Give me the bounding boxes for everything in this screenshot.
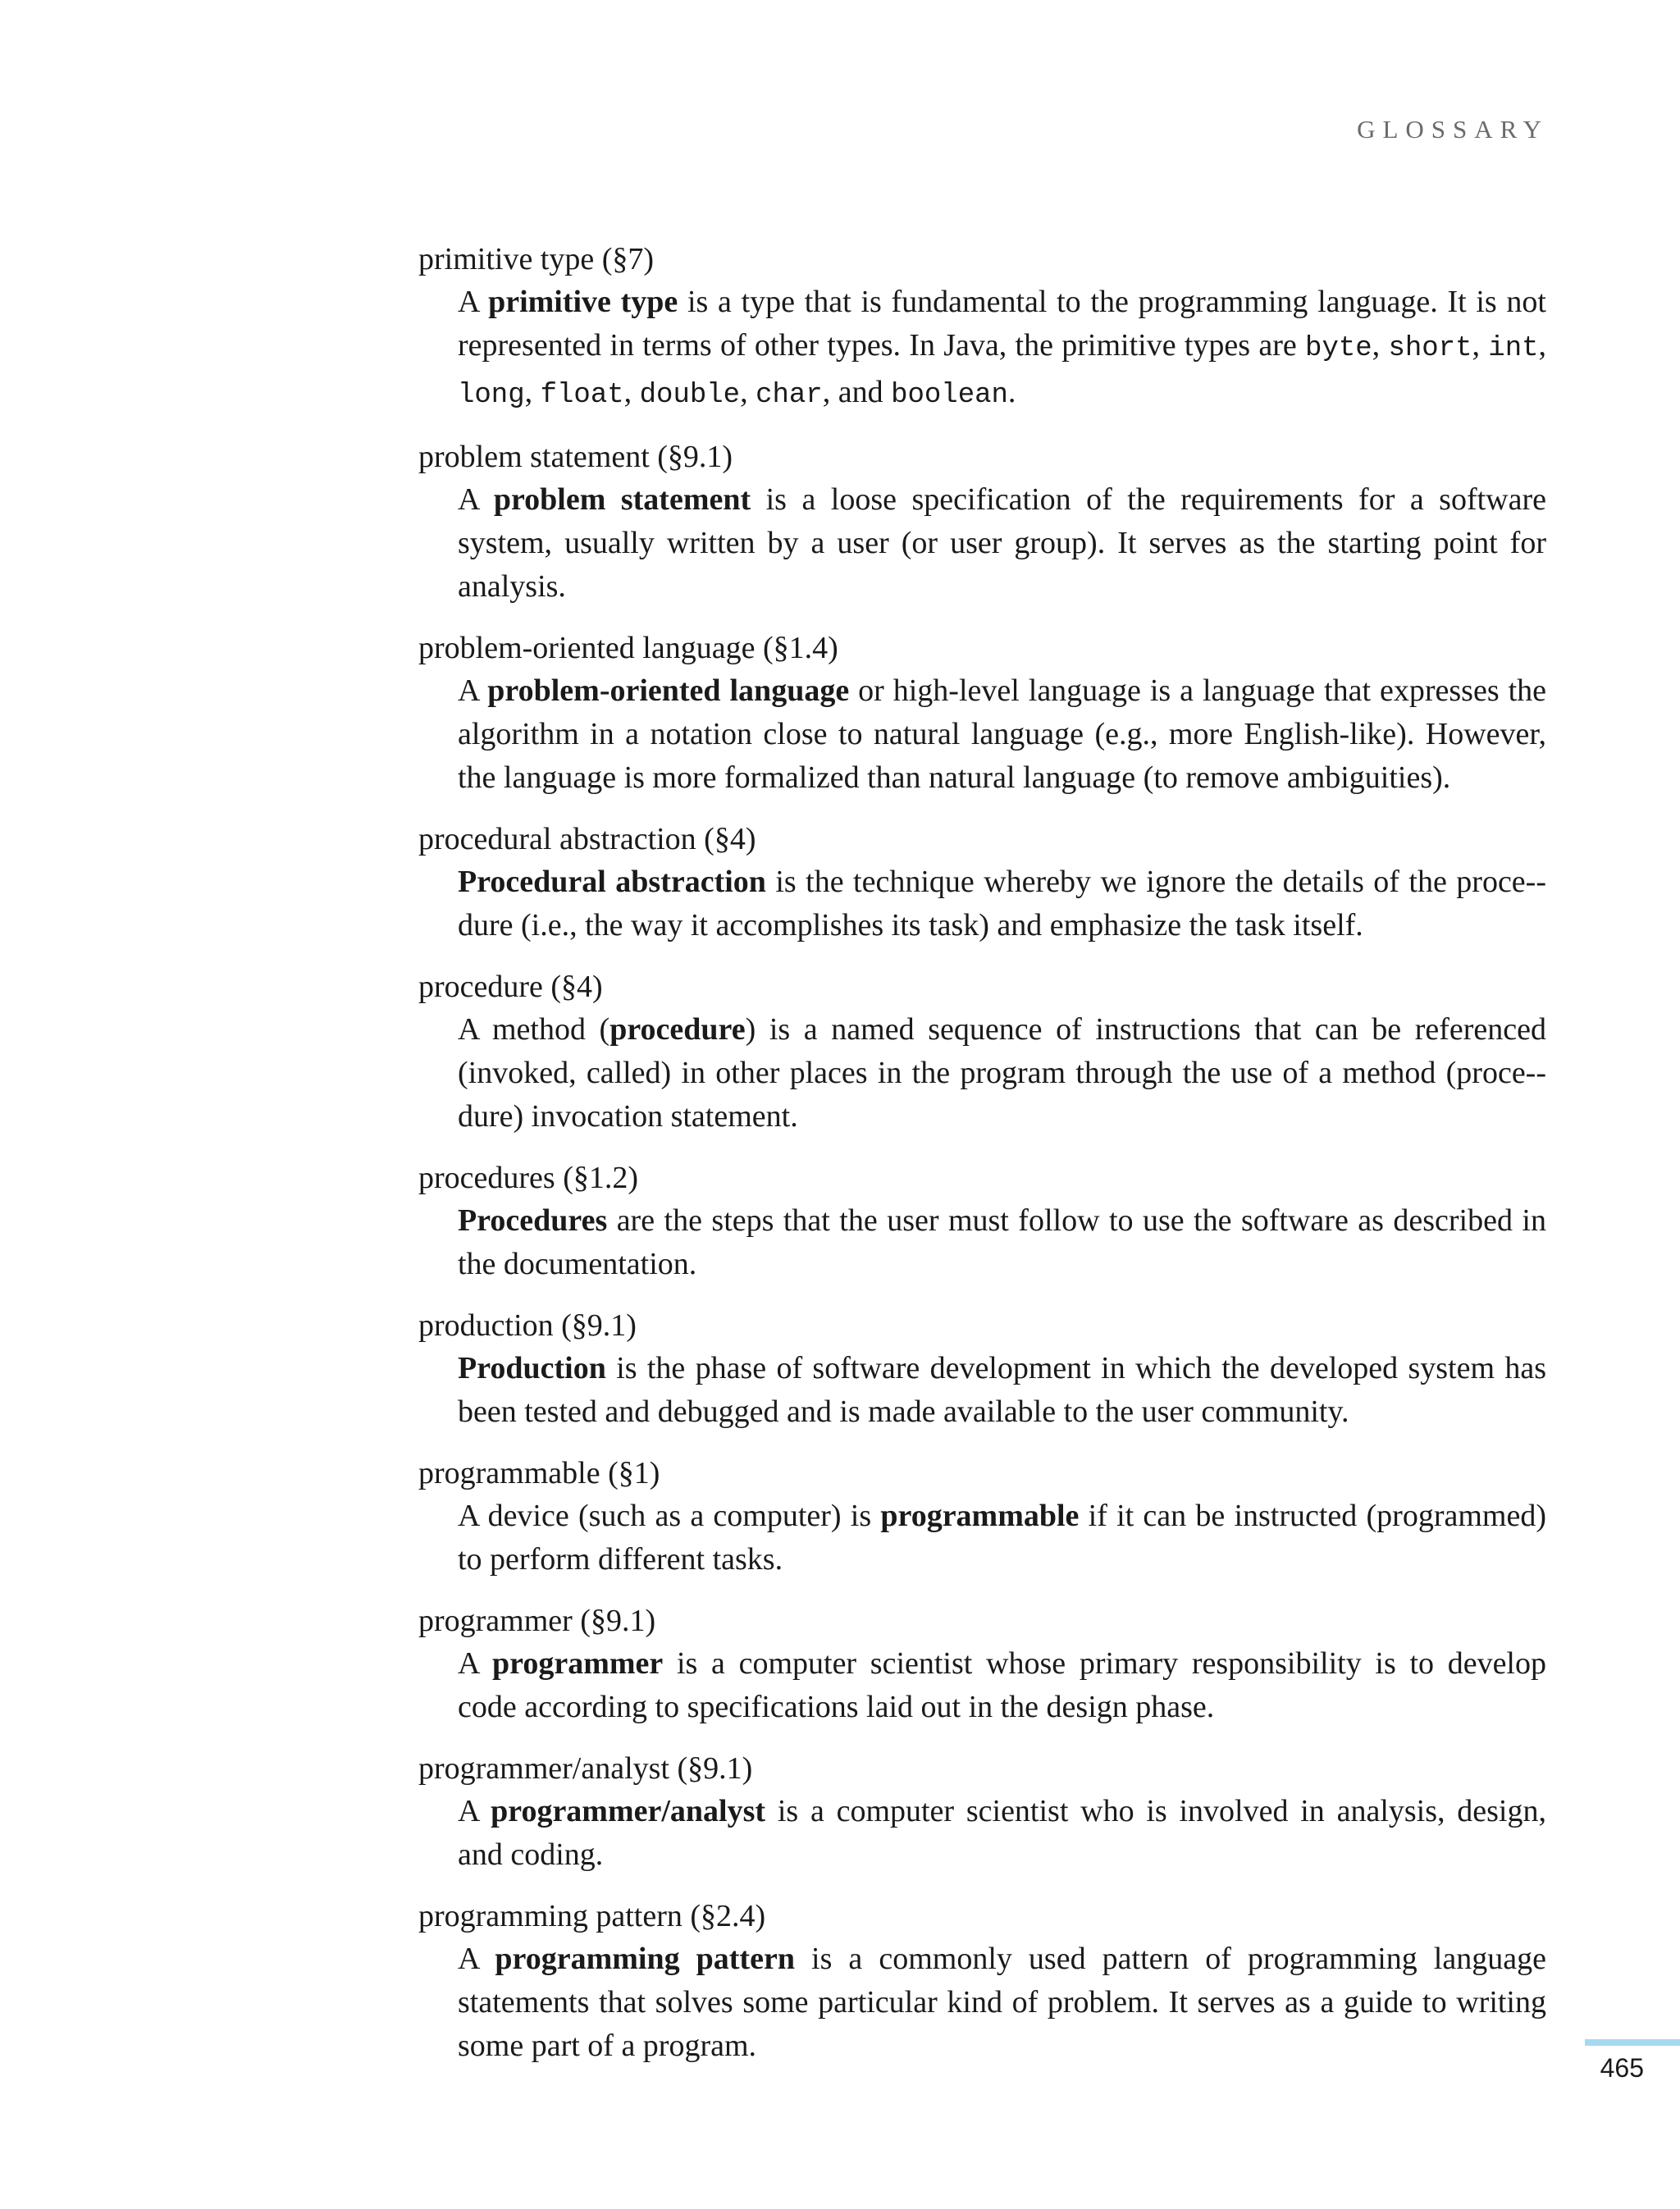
glossary-definition — [458, 281, 1546, 418]
code-keyword: short — [1388, 333, 1472, 364]
page-number: 465 — [1600, 2053, 1644, 2083]
defined-term: programming pattern — [495, 1942, 795, 1976]
glossary-definition — [458, 1790, 1546, 1877]
glossary-definition — [458, 1642, 1546, 1729]
glossary-entry — [418, 965, 1546, 1139]
glossary-definition — [458, 669, 1546, 800]
glossary-definition — [458, 1495, 1546, 1581]
glossary-term: primitive type (§7) — [418, 242, 655, 276]
glossary-term: problem-oriented language (§1.4) — [418, 631, 838, 665]
glossary-entry — [418, 1600, 1546, 1729]
glossary-entry — [418, 238, 1546, 418]
glossary-definition — [458, 478, 1546, 609]
glossary-list — [418, 238, 1546, 2086]
definition-text: is a commonly used pattern of programming language statements that solves some particular kind of problem. It serves as a guide to writing some part of a program. — [458, 1942, 1546, 2063]
defined-term: procedure — [609, 1012, 746, 1047]
defined-term: Production — [458, 1351, 606, 1385]
running-head: GLOSSARY — [1357, 115, 1549, 144]
definition-text: ) is a named sequence of instructions that can be referenced (invoked, called) in other places in the program through the use of a method (proce-dure) invocation statement. — [458, 1012, 1547, 1134]
definition-text: A — [458, 285, 489, 319]
definition-text: , and — [822, 375, 892, 409]
defined-term: problem statement — [493, 482, 751, 517]
definition-text: is a computer scientist whose primary responsibility is to develop code according to specifications laid out in the design phase. — [458, 1646, 1546, 1724]
glossary-definition — [458, 1199, 1546, 1286]
glossary-term: procedures (§1.2) — [418, 1161, 639, 1195]
definition-text: is the phase of software development in which the developed system has been tested and debugged and is made available to the user community. — [458, 1351, 1546, 1429]
glossary-term: production (§9.1) — [418, 1308, 637, 1343]
definition-text: , — [524, 375, 541, 409]
glossary-definition — [458, 1347, 1546, 1434]
glossary-term: programming pattern (§2.4) — [418, 1899, 766, 1933]
code-keyword: boolean — [891, 380, 1008, 411]
code-keyword: char — [756, 380, 823, 411]
defined-term: programmer — [492, 1646, 664, 1681]
definition-text: or high-level language is a language that expresses the algorithm in a notation close to natural language (e.g., more English-like). However, the language is more formalized than natural language (to remove ambiguities). — [458, 673, 1546, 795]
defined-term: Procedures — [458, 1203, 608, 1238]
definition-text: , — [1472, 328, 1489, 363]
definition-text: is a type that is fundamental to the programming language. It is not represented in terms of other types. In Java, the primitive types are — [458, 285, 1546, 363]
glossary-entry — [418, 436, 1546, 609]
glossary-term: programmer (§9.1) — [418, 1604, 656, 1638]
glossary-definition — [458, 1937, 1546, 2068]
glossary-term: programmable (§1) — [418, 1456, 660, 1490]
defined-term: primitive type — [488, 285, 678, 319]
definition-text: A device (such as a computer) is — [458, 1499, 881, 1533]
glossary-entry — [418, 818, 1546, 947]
definition-text: , — [623, 375, 640, 409]
definition-text: if it can be instructed (programmed) to perform different tasks. — [458, 1499, 1546, 1577]
code-keyword: byte — [1305, 333, 1372, 364]
definition-text: . — [1007, 375, 1016, 409]
glossary-entry — [418, 1747, 1546, 1877]
definition-text: A — [458, 482, 494, 517]
glossary-definition — [458, 860, 1546, 947]
definition-text: is the technique whereby we ignore the details of the proce-dure (i.e., the way it accomplishes its task) and emphasize the task itself. — [458, 865, 1546, 942]
code-keyword: int — [1488, 333, 1539, 364]
defined-term: Procedural abstraction — [458, 865, 766, 899]
defined-term: programmable — [880, 1499, 1080, 1533]
definition-text: is a loose specification of the requirements for a software system, usually written by a user (or user group). It serves as the starting point for analysis. — [458, 482, 1547, 604]
glossary-entry — [418, 1452, 1546, 1581]
defined-term: problem-oriented language — [487, 673, 850, 708]
definition-text: , — [1372, 328, 1389, 363]
glossary-entry — [418, 1157, 1546, 1286]
definition-text: , — [1538, 328, 1547, 363]
definition-text: A — [458, 673, 488, 708]
definition-text: A method ( — [458, 1012, 610, 1047]
code-keyword: long — [458, 380, 525, 411]
glossary-entry — [418, 627, 1546, 800]
definition-text: are the steps that the user must follow to use the software as described in the documentation. — [458, 1203, 1546, 1281]
glossary-term: programmer/analyst (§9.1) — [418, 1751, 753, 1786]
page-number-rule — [1585, 2039, 1680, 2046]
definition-text: A — [458, 1942, 495, 1976]
glossary-term: problem statement (§9.1) — [418, 440, 733, 474]
glossary-term: procedural abstraction (§4) — [418, 822, 756, 856]
glossary-entry — [418, 1304, 1546, 1434]
glossary-entry — [418, 1895, 1546, 2068]
definition-text: , — [740, 375, 756, 409]
code-keyword: double — [639, 380, 741, 411]
glossary-term: procedure (§4) — [418, 970, 603, 1004]
definition-text: A — [458, 1794, 491, 1828]
defined-term: programmer/analyst — [491, 1794, 766, 1828]
definition-text: A — [458, 1646, 493, 1681]
glossary-definition — [458, 1008, 1546, 1139]
code-keyword: float — [540, 380, 624, 411]
definition-text: is a computer scientist who is involved in analysis, design, and coding. — [458, 1794, 1546, 1872]
